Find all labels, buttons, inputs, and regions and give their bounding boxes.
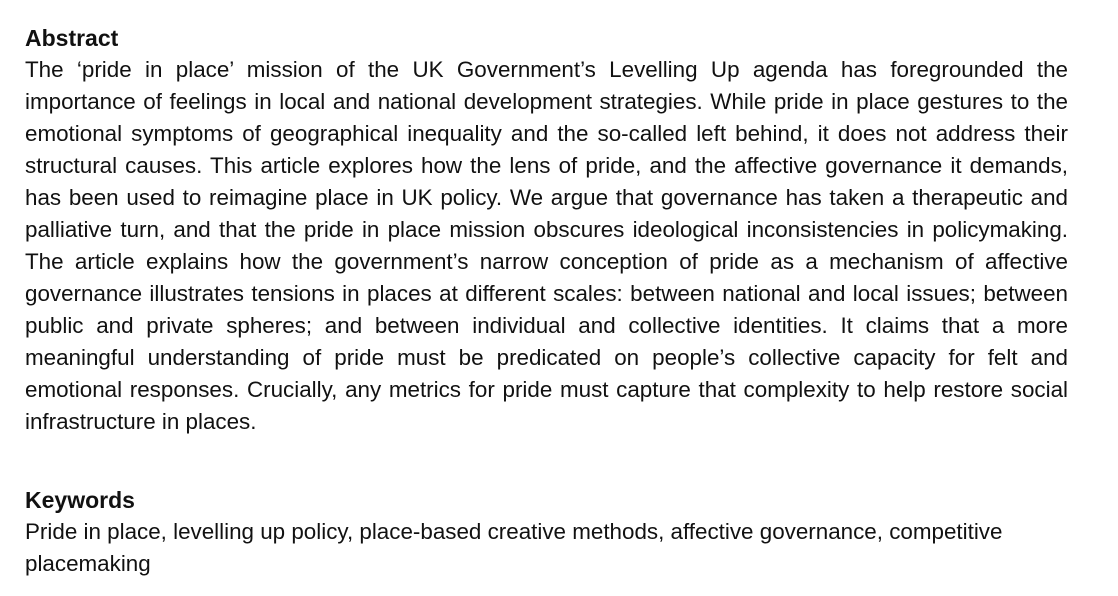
abstract-heading: Abstract <box>25 25 119 51</box>
abstract-text: The ‘pride in place’ mission of the UK Government’s Levelling Up agenda has foregrounded the importance of feelings in local and national development strategies. While pride in place gestures to the emotional symptoms of geographical inequality and the so-called left behind, it does not address their structural causes. This article explores how the lens of pride, and the affective governance it demands, has been used to reimagine place in UK policy. We argue that governance has taken a therapeutic and palliative turn, and that the pride in place mission obscures ideological inconsistencies in policymaking. The article explains how the government’s narrow conception of pride as a mechanism of affective governance illustrates tensions in places at different scales: between national and local issues; between public and private spheres; and between individual and collective identities. It claims that a more meaningful understanding of pride must be predicated on people’s collective capacity for felt and emotional responses. Crucially, any metrics for pride must capture that complexity to help restore social infrastructure in places. <box>25 57 1068 434</box>
keywords-section <box>25 484 1068 580</box>
abstract-section <box>25 22 1068 438</box>
keywords-heading: Keywords <box>25 487 135 513</box>
keywords-text: Pride in place, levelling up policy, place-based creative methods, affective governance, competitive placemaking <box>25 519 1003 576</box>
